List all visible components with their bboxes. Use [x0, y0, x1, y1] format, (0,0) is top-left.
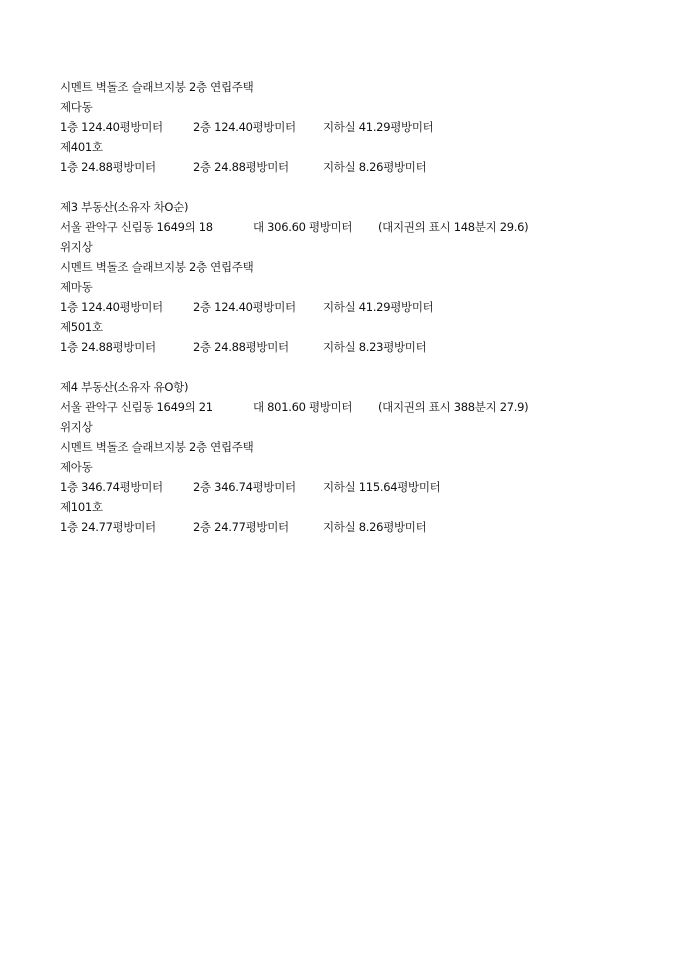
- spacer: [60, 177, 660, 197]
- address: 서울 관악구 신림동 1649의 18: [60, 220, 213, 234]
- floor-1-area: 1층 24.88평방미터: [60, 340, 156, 354]
- unit-name: 제101호: [60, 500, 103, 514]
- location-line: 위지상: [60, 420, 93, 434]
- basement-area: 지하실 8.26평방미터: [323, 160, 427, 174]
- floor-1-area: 1층 346.74평방미터: [60, 480, 163, 494]
- floor-1-area: 1층 24.88평방미터: [60, 160, 156, 174]
- unit-name: 제501호: [60, 320, 103, 334]
- location-line: 위지상: [60, 240, 93, 254]
- floor-1-area: 1층 124.40평방미터: [60, 120, 163, 134]
- land-right: (대지권의 표시 148분지 29.6): [378, 220, 529, 234]
- unit-floor-areas: [60, 157, 660, 177]
- unit-name: 제401호: [60, 140, 103, 154]
- building-floor-areas: [60, 297, 660, 317]
- structure-line: 시멘트 벽돌조 슬래브지붕 2층 연립주택: [60, 80, 254, 94]
- building-name: 제마동: [60, 280, 93, 294]
- floor-2-area: 2층 24.77평방미터: [193, 520, 289, 534]
- property-title: 제3 부동산(소유자 차O순): [60, 200, 189, 214]
- basement-area: 지하실 8.23평방미터: [323, 340, 427, 354]
- floor-1-area: 1층 124.40평방미터: [60, 300, 163, 314]
- unit-floor-areas: [60, 337, 660, 357]
- building-floor-areas: [60, 117, 660, 137]
- land-right: (대지권의 표시 388분지 27.9): [378, 400, 529, 414]
- unit-floor-areas: [60, 517, 660, 537]
- building-name: 제아동: [60, 460, 93, 474]
- address: 서울 관악구 신림동 1649의 21: [60, 400, 213, 414]
- floor-2-area: 2층 24.88평방미터: [193, 340, 289, 354]
- address-line: [60, 397, 660, 417]
- land-area: 대 801.60 평방미터: [253, 400, 353, 414]
- structure-line: 시멘트 벽돌조 슬래브지붕 2층 연립주택: [60, 260, 254, 274]
- basement-area: 지하실 41.29평방미터: [323, 120, 434, 134]
- floor-2-area: 2층 124.40평방미터: [193, 120, 296, 134]
- floor-2-area: 2층 24.88평방미터: [193, 160, 289, 174]
- building-name: 제다동: [60, 100, 93, 114]
- floor-1-area: 1층 24.77평방미터: [60, 520, 156, 534]
- floor-2-area: 2층 346.74평방미터: [193, 480, 296, 494]
- structure-line: 시멘트 벽돌조 슬래브지붕 2층 연립주택: [60, 440, 254, 454]
- basement-area: 지하실 41.29평방미터: [323, 300, 434, 314]
- basement-area: 지하실 8.26평방미터: [323, 520, 427, 534]
- land-area: 대 306.60 평방미터: [253, 220, 353, 234]
- property-title: 제4 부동산(소유자 유O항): [60, 380, 189, 394]
- document-page: [60, 77, 660, 537]
- floor-2-area: 2층 124.40평방미터: [193, 300, 296, 314]
- address-line: [60, 217, 660, 237]
- building-floor-areas: [60, 477, 660, 497]
- spacer: [60, 357, 660, 377]
- basement-area: 지하실 115.64평방미터: [323, 480, 441, 494]
